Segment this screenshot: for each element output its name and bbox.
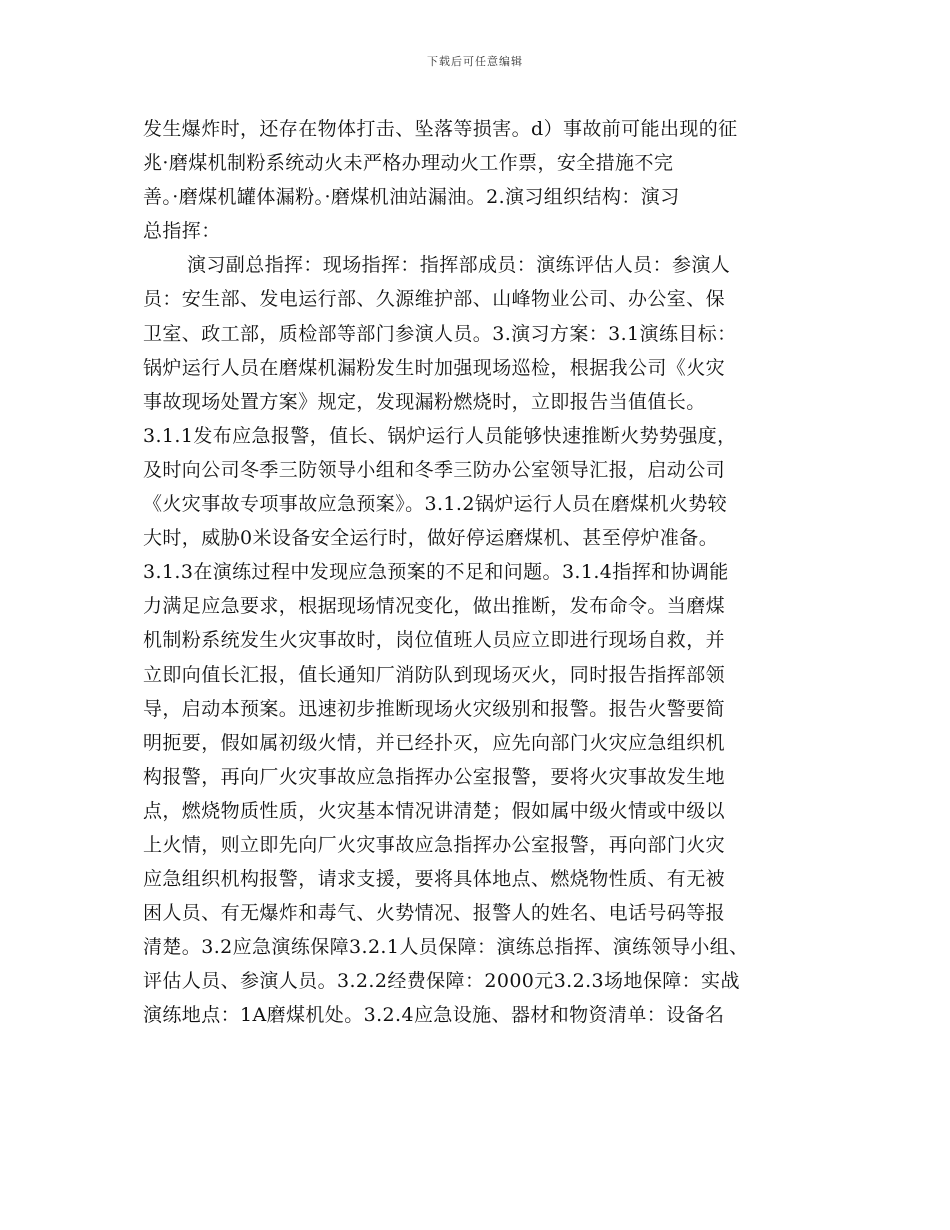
text-line: 员：安生部、发电运行部、久源维护部、山峰物业公司、办公室、保 (143, 288, 726, 311)
document-body (143, 112, 823, 1033)
text-line: 评估人员、参演人员。3.2.2经费保障：2000元3.2.3场地保障：实战 (143, 970, 740, 993)
text-line: 构报警，再向厂火灾事故应急指挥办公室报警，要将火灾事故发生地 (143, 765, 726, 788)
text-line: 演习副总指挥：现场指挥：指挥部成员：演练评估人员：参演人 (187, 254, 731, 277)
page-header: 下载后可任意编辑 (427, 55, 523, 68)
text-line: 点，燃烧物质性质，火灾基本情况讲清楚；假如属中级火情或中级以 (143, 799, 726, 822)
text-line: 力满足应急要求，根据现场情况变化，做出推断，发布命令。当磨煤 (143, 595, 726, 618)
text-line: 事故现场处置方案》规定，发现漏粉燃烧时，立即报告当值值长。 (143, 390, 706, 413)
text-line: 锅炉运行人员在磨煤机漏粉发生时加强现场巡检，根据我公司《火灾 (143, 356, 726, 379)
text-line: 卫室、政工部，质检部等部门参演人员。3.演习方案：3.1演练目标： (143, 322, 737, 345)
text-line: 上火情，则立即先向厂火灾事故应急指挥办公室报警，再向部门火灾 (143, 833, 726, 856)
text-line: 善。·磨煤机罐体漏粉。·磨煤机油站漏油。2.演习组织结构：演习 (143, 186, 680, 209)
text-line: 立即向值长汇报，值长通知厂消防队到现场灭火，同时报告指挥部领 (143, 663, 726, 686)
text-line: 导，启动本预案。迅速初步推断现场火灾级别和报警。报告火警要简 (143, 697, 726, 720)
text-line: 兆·磨煤机制粉系统动火未严格办理动火工作票，安全措施不完 (143, 152, 674, 175)
text-line: 《火灾事故专项事故应急预案》。3.1.2锅炉运行人员在磨煤机火势较 (143, 493, 728, 516)
text-line: 及时向公司冬季三防领导小组和冬季三防办公室领导汇报，启动公司 (143, 458, 726, 481)
text-line: 困人员、有无爆炸和毒气、火势情况、报警人的姓名、电话号码等报 (143, 902, 726, 925)
text-line: 3.1.1发布应急报警，值长、锅炉运行人员能够快速推断火势势强度， (143, 424, 737, 447)
text-line: 演练地点：1A磨煤机处。3.2.4应急设施、器材和物资清单：设备名 (143, 1004, 725, 1027)
text-line: 应急组织机构报警，请求支援，要将具体地点、燃烧物性质、有无被 (143, 868, 726, 891)
text-line: 机制粉系统发生火灾事故时，岗位值班人员应立即进行现场自救，并 (143, 629, 726, 652)
text-line: 清楚。3.2应急演练保障3.2.1人员保障：演练总指挥、演练领导小组、 (143, 936, 749, 959)
text-line: 3.1.3在演练过程中发现应急预案的不足和问题。3.1.4指挥和协调能 (143, 561, 729, 584)
text-line: 发生爆炸时，还存在物体打击、坠落等损害。d）事故前可能出现的征 (143, 118, 738, 140)
text-line: 明扼要，假如属初级火情，并已经扑灭，应先向部门火灾应急组织机 (143, 731, 726, 754)
text-line: 总指挥： (143, 220, 221, 243)
text-line: 大时，威胁0米设备安全运行时，做好停运磨煤机、甚至停炉准备。 (143, 527, 719, 550)
